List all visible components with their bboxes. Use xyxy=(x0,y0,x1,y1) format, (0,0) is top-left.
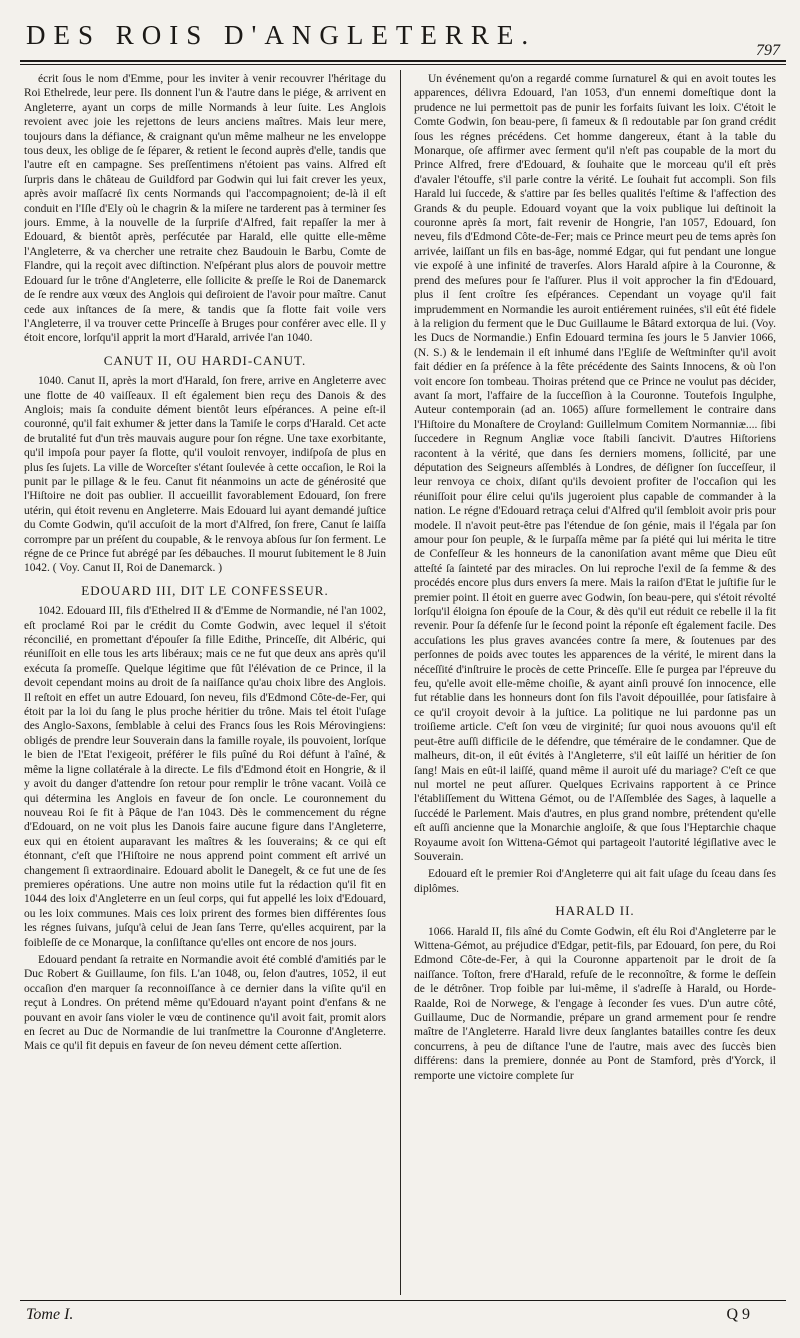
page-number: 797 xyxy=(756,42,780,59)
paragraph: Un événement qu'on a regardé comme ſurnaturel & qui en avoit toutes les apparences, délivra Edouard, l'an 1053, d'un ennemi domeſtique dont la prudence ne lui permettoit pas de punir les forfaits ſuivant les loix. C'étoit le Comte Godwin, ſon beau-pere, ſi fameux & ſi redoutable par ſon grand crédit ſous les régnes précédens. Cet homme dangereux, étant à la table du Monarque, oſe affirmer avec ſerment qu'il n'eſt pas coupable de la mort du Prince Alfred, frere d'Edouard, & ſouhaite que le morceau qu'il eſt près d'avaler l'étouffe, s'il parle contre la vérité. Le ſouhait fut accompli. Son fils Harald lui ſuccede, & s'attire par ſes belles qualités l'eſtime & l'affection des Grands & du peuple. Edouard voyant que la voix publique lui deſtinoit la couronne après ſa mort, fait revenir de Hongrie, l'an 1057, Edouard, ſon neveu, fils d'Edmond Côte-de-Fer; mais ce Prince meurt peu de tems après ſon arrivée, laiſſant un fils en bas-âge, nommé Edgar, qui fut pendant une longue vie expoſé à une infinité de traverſes. Alors Harald aſpire à la Couronne, & prend des meſures pour ſe l'aſſurer. Plus il voit approcher la fin d'Edouard, plus il ſent croître ſes eſpérances. Cependant un voyage qu'il fait imprudemment en Normandie les auroit entiérement ruinées, s'il eût été fidele à la religion du ferment que le Duc Guillaume le Bâtard extorqua de lui. (Voy. les Ducs de Normandie.) Enfin Edouard termina ſes jours le 5 Janvier 1066, (N. S.) & le lendemain il eſt inhumé dans l'Egliſe de Weſtminſter qu'il avoit fait dédier en ſa préſence à la fête précédente des Saints Innocens, & où l'on voit encore ſon tombeau. Thoiras prétend que ce Prince ne voulut pas décider, avant ſa mort, l'affaire de la ſucceſſion à la Couronne. Toutefois Ingulphe, Auteur contemporain (ad an. 1065) aſſure formellement le contraire dans l'Hiſtoire du Monaſtere de Croyland: Guillelmum Comitem Normanniæ.... ſibi ſuccedere in Regnum Angliæ voce ſtabili ſancivit. D'autres Hiſtoriens racontent à la vérité, que dans ſes derniers momens, ſollicité, par une députation des Seigneurs aſſemblés à Londres, de déſigner ſon ſucceſſeur, il leur renvoya ce choix, diſant qu'ils devoient profiter de l'occaſion qui les réuniſſoit pour élire celui qu'ils jugeroient plus capable de commander à la nation. Le régne d'Edouard retraça celui d'Alfred qu'il ſembloit avoir pris pour modele. Il n'avoit peut-être pas l'étendue de ſon génie, mais il l'égala par ſon amour pour ſon peuple, & le ſurpaſſa même par ſa piété qui lui mérita le titre de Confeſſeur & les honneurs de la canoniſation avant même que Dieu eût atteſté ſa ſainteté par des miracles. On lui reproche l'exil de ſa femme & des procédés encore plus durs envers ſa mere. Mais la raiſon d'Etat le juſtifie ſur le premier point. Il étoit en guerre avec Godwin, ſon beau-pere, qui s'étoit révolté lorſqu'il éloigna ſon épouſe de la Cour, & dès qu'il eut réduit ce rebelle il la fit revenir. Pour ſa défenſe ſur le ſecond point la réponſe eſt également facile. Des accuſations les plus graves avancées contre ſa mere, & ſoutenues par des perſonnes de poids avec toutes les apparences de la vérité, le mirent dans la néceſſité d'inſtruire le procès de cette Princeſſe. Elle ſe purgea par l'épreuve du feu, qu'elle avoit elle-même choiſie, & ayant ainſi prouvé ſon innocence, elle fut rétablie dans les honneurs dont ſon fils l'avoit dépouillée, pour ſatisfaire à ce qu'il croyoit devoir à la juſtice. La politique ne lui pardonne pas un troiſieme article. C'eſt ſon vœu de virginité; ſur quoi nous avouons qu'il eſt peut-être auſſi difficile de le défendre, que téméraire de le condamner. Que de malheurs, dit-on, il eût évités à l'Angleterre, s'il eût laiſſé un héritier de ſon ſang! Mais en eût-il laiſſé, quand même il auroit uſé du mariage? C'eſt ce que nul mortel ne peut aſſurer. Quelques Ecrivains rapportent à ce Prince l'établiſſement du Wittena Gémot, ou de l'Aſſemblée des Sages, à laquelle a ſuccédé le Parlement. Mais d'autres, en plus grand nombre, prétendent qu'elle eſt auſſi ancienne que la Monarchie angloiſe, & que ſous l'Heptarchie chaque Royaume avoit ſon Wittena-Gémot qui partageoit l'autorité légiſlative avec le Souverain. xyxy=(414,73,776,863)
column-divider xyxy=(400,70,401,1295)
header-rule xyxy=(20,60,786,62)
header-rule-thin xyxy=(20,64,786,65)
signature-mark: Q 9 xyxy=(726,1306,750,1323)
paragraph: écrit ſous le nom d'Emme, pour les inviter à venir recouvrer l'héritage du Roi Ethelrede, leur pere. Ils donnent l'un & l'autre dans le piége, & arrivent en Angleterre, ayant un corps de mille Normands à leur ſuite. Les Anglois revoient avec joie les rejettons de leurs anciens maîtres. Mais leur mere, toujours dans la défiance, & craignant qu'un même malheur ne les enveloppe tous deux, les oblige de ſe ſéparer, & retient le ſecond auprès d'elle, tandis que l'autre eſt en campagne. Ses preſſentimens n'étoient pas vains. Alfred eſt ſurpris dans le château de Guildford par Godwin qui lui fait crever les yeux, après avoir maſſacré ſix cents Normands qui l'accompagnoient; de-là il eſt conduit en l'Iſle d'Ely où le chagrin & la miſere ne tarderent pas à terminer ſes jours. Emme, à la nouvelle de la ſurpriſe d'Alfred, fait repaſſer la mer à Edouard, & bientôt après, perſécutée par Harald, elle quitte elle-même l'Angleterre, & va chercher une retraite chez Baudouin le Barbu, Comte de Flandre, qui la reçoit avec diſtinction. N'eſpérant plus alors de pouvoir mettre Edouard ſur le trône d'Angleterre, elle ſollicite & preſſe le Roi de Danemarck de ſe rendre aux vœux des Anglois qui deſiroient de l'avoir pour maître. Canut cede aux inſtances de ſa mere, & tandis que ſa flotte fait voile vers l'Angleterre, il va trouver cette Princeſſe à Bruges pour conférer avec elle. Il y étoit encore, lorſqu'il apprit la mort d'Harald, arrivée l'an 1040. xyxy=(24,73,386,345)
paragraph: 1042. Edouard III, fils d'Ethelred II & d'Emme de Normandie, né l'an 1002, eſt proclamé Roi par le crédit du Comte Godwin, avec lequel il s'étoit réconcilié, en promettant d'épouſer ſa fille Edithe, Princeſſe, dit Albéric, qui réuniſſoit en elle tous les arts libéraux; mais ce ne fut que deux ans après qu'il exécuta ſa promeſſe. Quelque légitime que fût l'élévation de ce Prince, il la devoit cependant moins au droit de ſa naiſſance qu'au choix libre des Anglois. Il reſtoit en effet un autre Edouard, ſon neveu, fils d'Edmond Côte-de-Fer, qui étoit par la loi du ſang le plus proche héritier du trône. Mais tel étoit l'uſage des Anglo-Saxons, ſemblable à celui des Francs ſous les Rois Mérovingiens: obligés de prendre leur Souverain dans la famille royale, ils pouvoient, lorſque le bien de l'Etat l'exigeoit, préférer le fils puîné du Roi défunt à l'aîné, & même la ligne collatérale à la directe. Le fils d'Edmond étoit en Hongrie, & il y avoit du danger d'attendre ſon retour pour remplir le trône vacant. Voilà ce qui détermina les Anglois en faveur de ſon oncle. Le couronnement du nouveau Roi ſe fit à Pâque de l'an 1043. Dès le commencement du régne d'Edouard, on ne voit plus les Danois faire aucune figure dans l'Angleterre, eux qui en étoient auparavant les maîtres & les ſouverains; & ce qui eſt étonnant, c'eſt que l'Hiſtoire ne nous apprend point comment eſt arrivé un changement ſi extraordinaire. Edouard abolit le Danegelt, & ce fut une de ſes premieres opérations. Une autre non moins utile fut la rédaction qu'il fit en 1044 des loix d'Angleterre en un ſeul corps, qui fut appellé les loix d'Edouard, ou les loix communes. Mais ces loix prirent des formes bien différentes ſous les régnes ſuivans, juſqu'à celui de Jean ſans Terre, qu'elles acquirent, par la foibleſſe de ce Monarque, la conſiſtance qu'elles ont encore de nos jours. xyxy=(24,605,386,949)
section-heading-harald: HARALD II. xyxy=(555,903,635,919)
paragraph: 1040. Canut II, après la mort d'Harald, ſon frere, arrive en Angleterre avec une flotte de 40 vaiſſeaux. Il eſt également bien reçu des Danois & des Anglois; mais ſa conduite dément bientôt leurs eſpérances. A peine eſt-il couronné, qu'il fait exhumer & jetter dans la Tamiſe le corps d'Harald. Cet acte de brutalité fut d'un très mauvais augure pour ſon régne. Une taxe exorbitante, qu'il impoſa pour payer ſa flotte, qu'il vouloit renvoyer, indiſpoſa de plus en plus ſes ſujets. La ville de Worceſter s'étant ſoulevée à cette occaſion, le Roi la punit par le pillage & le feu. Canut fit néanmoins un acte de générosité que l'Hiſtoire ne doit pas oublier. Il accueillit favorablement Edouard, ſon frere utérin, qui étoit revenu en Angleterre. Mais Edouard lui ayant demandé juſtice du Comte Godwin, qu'il accuſoit de la mort d'Alfred, ſon frere, Canut ſe laiſſa corrompre par un préſent du coupable, & le renvoya abſous ſur ſon ferment. Le régne de ce Prince fut abrégé par ſes débauches. Il mourut ſubitement le 8 Juin 1042. ( Voy. Canut II, Roi de Danemarck. ) xyxy=(24,375,386,575)
paragraph: Edouard eſt le premier Roi d'Angleterre qui ait fait uſage du ſceau dans ſes diplômes. xyxy=(414,868,776,895)
paragraph: 1066. Harald II, fils aîné du Comte Godwin, eſt élu Roi d'Angleterre par le Wittena-Gémot, au préjudice d'Edgar, petit-fils, par Edouard, ſon pere, du Roi Edmond Côte-de-Fer, à qui la Couronne appartenoit par le droit de ſa naiſſance. Toſton, frere d'Harald, refuſe de le reconnoître, & forme le deſſein de le détrôner. Trop foible par lui-même, il s'adreſſe à Harald, ou Horde-Raalde, Roi de Norwege, & l'engage à ſeconder ſes vues. D'un autre côté, Guillaume, Duc de Normandie, prépare un grand armement pour ſe rendre maître de l'Angleterre. Harald livre deux ſanglantes batailles contre ſes deux concurrens, à peu de diſtance l'une de l'autre, mais avec des ſuccès bien différens: dans la premiere, donnée au Pont de Stamford, près d'Yorck, il remporte une victoire complete ſur xyxy=(414,925,776,1082)
running-header xyxy=(0,18,800,62)
running-title: DES ROIS D'ANGLETERRE. xyxy=(26,20,537,50)
section-heading-edouard: EDOUARD III, DIT LE CONFESSEUR. xyxy=(81,582,329,598)
right-column xyxy=(414,72,776,1292)
page-footer xyxy=(20,1300,786,1330)
paragraph: Edouard pendant ſa retraite en Normandie avoit été comblé d'amitiés par le Duc Robert & Guillaume, ſon fils. L'an 1048, ou, ſelon d'autres, 1052, il eut occaſion d'en marquer ſa reconnoiſſance à ce dernier dans la viſite qu'il en reçut à Londres. On prétend même qu'Edouard n'ayant point d'enfans & ne pouvant en avoir ſans violer le vœu de continence qu'il avoit fait, promit alors en ſecret au Duc de Normandie de lui tranſmettre la Couronne d'Angleterre. Mais ce qu'il fit depuis en faveur de ſon neveu dément cette aſſertion. xyxy=(24,953,386,1053)
section-heading-canut: CANUT II, OU HARDI-CANUT. xyxy=(103,352,307,368)
volume-label: Tome I. xyxy=(26,1306,74,1323)
footer-rule xyxy=(20,1300,786,1301)
left-column xyxy=(24,72,386,1292)
